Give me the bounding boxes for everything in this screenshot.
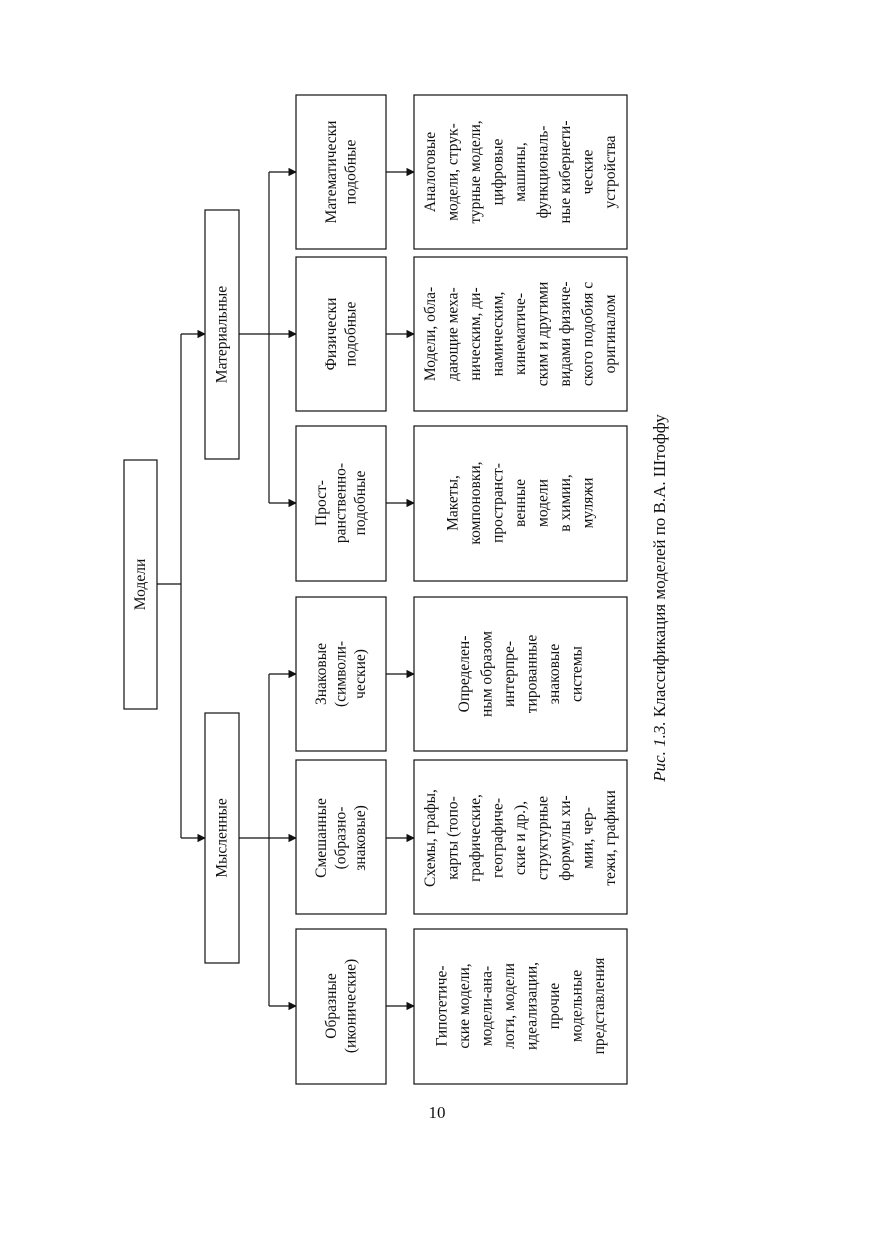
example-phys-similar-line: Модели, обла-: [422, 286, 439, 382]
type-sign-text: [313, 641, 369, 707]
example-phys-similar-line: ского подобия с: [579, 281, 597, 387]
type-math-similar-line: подобные: [342, 139, 360, 205]
branch-mental-label: Мысленные: [213, 798, 231, 878]
example-mixed-line: Схемы, графы,: [422, 789, 439, 887]
example-mixed-line: структурные: [534, 795, 552, 881]
example-spatial-similar-line: пространст-: [489, 463, 507, 543]
example-figurative-line: ские модели,: [455, 963, 473, 1049]
example-phys-similar-line: кинематиче-: [512, 292, 529, 376]
example-sign-line: ным образом: [478, 631, 496, 717]
page-number: 10: [428, 1103, 446, 1122]
example-phys-similar-line: видами физиче-: [557, 281, 574, 387]
type-box-phys-similar: [296, 257, 386, 411]
type-spatial-similar-line: ранственно-: [332, 462, 350, 544]
example-sign-line: знаковые: [545, 643, 563, 705]
type-mixed-line: знаковые): [352, 805, 369, 871]
example-sign-line: Определен-: [455, 635, 473, 713]
example-spatial-similar-line: муляжи: [579, 477, 597, 529]
example-math-similar-line: ческие: [579, 149, 597, 195]
example-mixed-line: ские и др.),: [512, 800, 529, 876]
example-figurative-line: логи, модели: [500, 963, 518, 1049]
root-node: [124, 460, 157, 709]
example-phys-similar-line: оригиналом: [602, 294, 619, 374]
example-spatial-similar-line: модели: [534, 479, 552, 527]
type-phys-similar-line: Физически: [322, 297, 340, 371]
example-figurative-line: модельные: [568, 969, 586, 1043]
caption-prefix: Рис. 1.3.: [649, 721, 669, 782]
example-spatial-similar-line: венные: [512, 479, 529, 527]
example-math-similar-line: турные модели,: [467, 120, 484, 224]
example-phys-similar-line: ским и другими: [534, 281, 552, 387]
example-sign-line: тированные: [523, 634, 541, 714]
figure-caption: [650, 414, 669, 783]
example-phys-similar-text: [422, 282, 619, 387]
example-figurative-line: представления: [590, 957, 608, 1055]
example-spatial-similar-line: Макеты,: [444, 475, 462, 531]
type-box-math-similar: [296, 95, 386, 249]
example-phys-similar-line: намическим,: [489, 291, 507, 377]
type-mixed-text: [313, 798, 369, 878]
example-math-similar-line: цифровые: [489, 138, 507, 206]
type-figurative-line: Образные: [322, 973, 340, 1039]
svg-text:Рис. 1.3. Классификация моделе: [650, 414, 669, 783]
type-sign-line: (символи-: [332, 640, 350, 708]
type-spatial-similar-line: подобные: [352, 470, 369, 536]
example-math-similar-line: функциональ-: [534, 125, 552, 219]
example-math-similar-line: ные кибернети-: [557, 120, 574, 224]
example-mixed-line: тежи, графики: [602, 790, 619, 886]
branch-mental: [205, 713, 239, 963]
type-box-figurative: [296, 929, 386, 1084]
example-mixed-line: формулы хи-: [557, 795, 574, 881]
example-math-similar-line: машины,: [512, 142, 529, 202]
example-phys-similar-line: дающие меха-: [444, 287, 462, 381]
example-mixed-line: карты (топо-: [444, 796, 462, 880]
type-mixed-line: Смешанные: [313, 798, 330, 878]
example-sign-line: интерпре-: [500, 640, 518, 708]
example-math-similar-line: Аналоговые: [422, 131, 439, 213]
type-sign-line: Знаковые: [313, 642, 330, 706]
example-sign-line: системы: [568, 646, 586, 702]
type-spatial-similar-line: Прост-: [313, 480, 330, 526]
root-label: Модели: [132, 558, 149, 611]
example-math-similar-line: устройства: [602, 135, 619, 209]
example-box-sign: [414, 597, 627, 751]
example-mixed-line: мии, чер-: [579, 807, 597, 869]
type-figurative-line: (иконические): [342, 958, 360, 1054]
branch-material: [205, 210, 239, 459]
caption-text: Классификация моделей по В.А. Штоффу: [649, 414, 669, 722]
type-math-similar-line: Математически: [322, 120, 340, 224]
branch-material-label: Материальные: [213, 285, 231, 384]
type-sign-line: ческие): [352, 649, 369, 699]
example-mixed-line: графические,: [467, 794, 484, 882]
example-mixed-line: географиче-: [489, 798, 507, 878]
example-figurative-line: прочие: [545, 982, 563, 1030]
type-mixed-line: (образно-: [332, 806, 350, 870]
example-math-similar-line: модели, струк-: [444, 123, 462, 221]
example-figurative-line: Гипотетиче-: [433, 965, 451, 1047]
type-phys-similar-line: подобные: [342, 301, 360, 367]
example-phys-similar-line: ническим, ди-: [467, 287, 484, 381]
example-figurative-line: модели-ана-: [478, 965, 496, 1047]
example-figurative-line: идеализации,: [523, 961, 541, 1051]
example-spatial-similar-line: в химии,: [557, 474, 574, 532]
example-spatial-similar-line: компоновки,: [467, 461, 484, 545]
